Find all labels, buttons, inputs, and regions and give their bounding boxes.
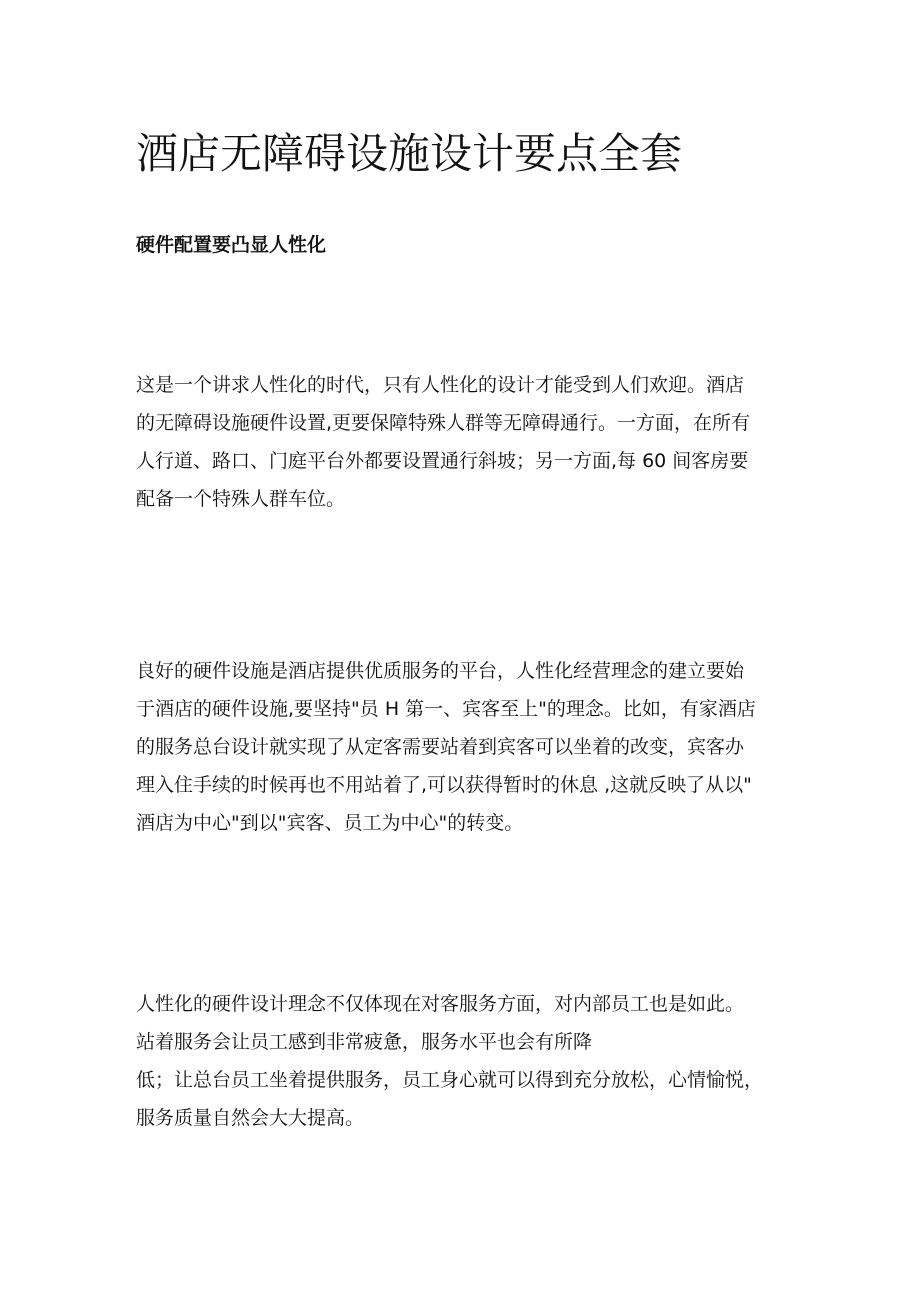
paragraph-line: 于酒店的硬件设施,要坚持"员 H 第一、宾客至上"的理念。比如，有家酒店 <box>136 698 756 720</box>
paragraph-line: 这是一个讲求人性化的时代，只有人性化的设计才能受到人们欢迎。酒店 <box>136 374 745 396</box>
paragraph-line: 人行道、路口、门庭平台外都要设置通行斜坡；另一方面,每 60 间客房要 <box>136 450 749 472</box>
paragraph-line: 的服务总台设计就实现了从定客需要站着到宾客可以坐着的改变，宾客办 <box>136 736 745 758</box>
paragraph-2 <box>136 652 804 842</box>
section-heading: 硬件配置要凸显人性化 <box>136 234 327 256</box>
paragraph-3 <box>136 985 804 1137</box>
paragraph-line: 服务质量自然会大大提高。 <box>136 1107 365 1129</box>
paragraph-line: 站着服务会让员工感到非常疲惫，服务水平也会有所降 <box>136 1031 593 1053</box>
paragraph-line: 的无障碍设施硬件设置,更要保障特殊人群等无障碍通行。一方面，在所有 <box>136 412 751 434</box>
paragraph-line: 低；让总台员工坐着提供服务，员工身心就可以得到充分放松，心情愉悦， <box>136 1069 764 1091</box>
paragraph-line: 配备一个特殊人群车位。 <box>136 488 346 510</box>
paragraph-line: 人性化的硬件设计理念不仅体现在对客服务方面，对内部员工也是如此。 <box>136 993 745 1015</box>
paragraph-1 <box>136 366 804 518</box>
paragraph-line: 良好的硬件设施是酒店提供优质服务的平台，人性化经营理念的建立要始 <box>136 660 745 682</box>
paragraph-line: 酒店为中心"到以"宾客、员工为中心"的转变。 <box>136 812 524 834</box>
paragraph-line: 理入住手续的时候再也不用站着了,可以获得暂时的休息 ,这就反映了从以" <box>136 774 752 796</box>
document-title: 酒店无障碍设施设计要点全套 <box>136 129 683 178</box>
